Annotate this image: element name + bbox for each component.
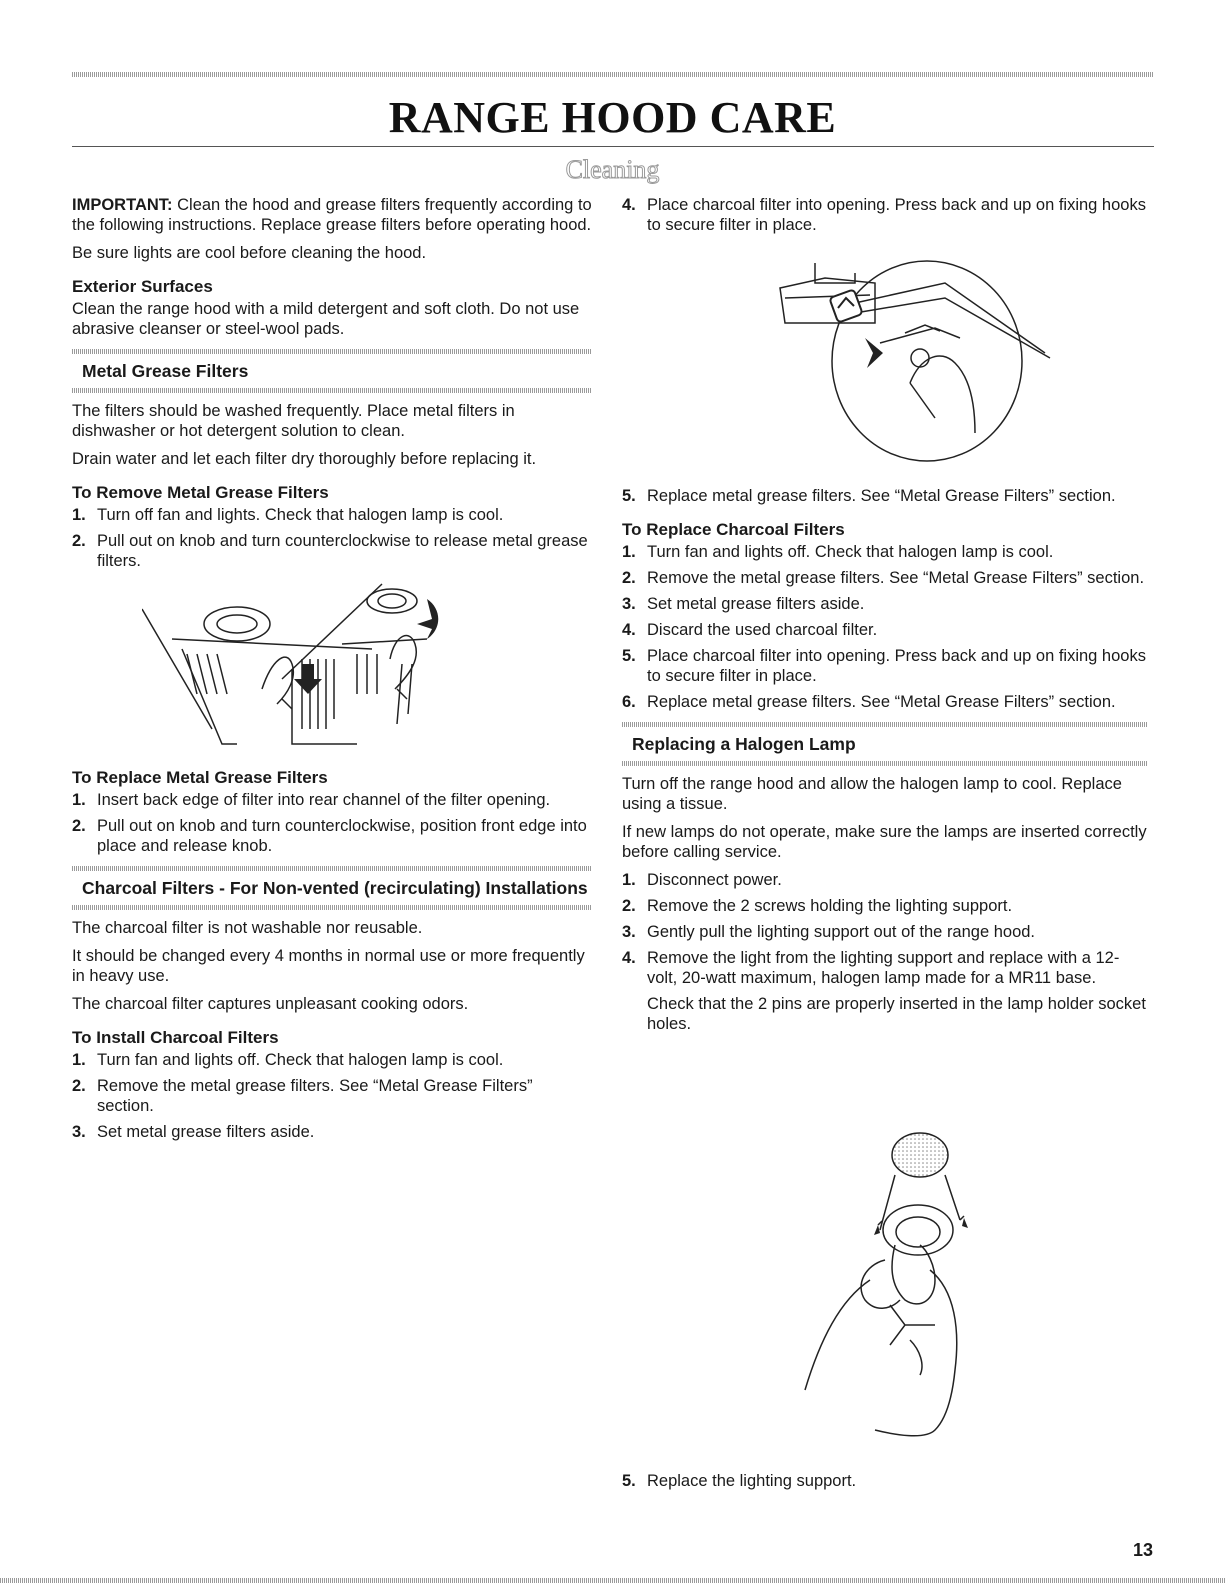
step-text: Gently pull the lighting support out of the range hood. [647,923,1036,941]
list-item [72,1050,592,1070]
left-column [72,195,592,1150]
metal-p1: The filters should be washed frequently. Place metal filters in dishwasher or hot detergent solution to clean. [72,402,515,440]
step-number: 2. [72,1077,86,1095]
step-number: 3. [622,595,636,613]
metal-p2: Drain water and let each filter dry thoroughly before replacing it. [72,450,537,468]
step-number: 2. [622,897,636,915]
replace-heading: To Replace Metal Grease Filters [72,768,328,787]
dotted-rule [622,722,1147,727]
halogen-lamp-illustration [790,1130,990,1440]
charcoal-p2: It should be changed every 4 months in normal use or more frequently in heavy use. [72,947,585,985]
step-text: Discard the used charcoal filter. [647,621,878,639]
halogen-steps [622,870,1147,1034]
step-number: 5. [622,1472,636,1490]
step-number: 1. [72,506,86,524]
charcoal-p3: The charcoal filter captures unpleasant cooking odors. [72,995,469,1013]
step-number: 4. [622,949,636,967]
step-text: Place charcoal filter into opening. Press back and up on fixing hooks to secure filter in place. [647,647,1146,685]
list-item [622,486,1147,506]
list-item [72,790,592,810]
step-number: 5. [622,487,636,505]
halogen-p2: If new lamps do not operate, make sure the lamps are inserted correctly before calling service. [622,823,1147,861]
install-heading: To Install Charcoal Filters [72,1028,279,1047]
step-text: Place charcoal filter into opening. Press back and up on fixing hooks to secure filter in place. [647,196,1146,234]
step-text: Remove the 2 screws holding the lighting support. [647,897,1013,915]
step-text: Turn fan and lights off. Check that halogen lamp is cool. [647,543,1054,561]
dotted-rule [622,761,1147,766]
remove-steps [72,505,592,571]
step-text: Replace metal grease filters. See “Metal Grease Filters” section. [647,693,1116,711]
step-number: 1. [72,791,86,809]
step-text: Pull out on knob and turn counterclockwise to release metal grease filters. [97,532,588,570]
charcoal-filters-header [72,866,592,910]
replace-charcoal-heading: To Replace Charcoal Filters [622,520,845,539]
halogen-step4-note: Check that the 2 pins are properly inserted in the lamp holder socket holes. [647,995,1146,1033]
charcoal-heading: Charcoal Filters - For Non-vented (recirculating) Installations [82,878,588,898]
grease-filter-removal-illustration [142,579,522,754]
replace-steps [72,790,592,856]
step-text: Replace metal grease filters. See “Metal Grease Filters” section. [647,487,1116,505]
step-number: 2. [72,817,86,835]
list-item [622,692,1147,712]
step-text: Remove the metal grease filters. See “Metal Grease Filters” section. [97,1077,533,1115]
list-item [72,505,592,525]
halogen-heading: Replacing a Halogen Lamp [632,734,856,754]
dotted-rule [72,905,592,910]
step-number: 2. [72,532,86,550]
metal-heading: Metal Grease Filters [82,361,249,381]
list-item [622,568,1147,588]
exterior-text: Clean the range hood with a mild detergent and soft cloth. Do not use abrasive cleanser or steel-wool pads. [72,300,580,338]
step-number: 1. [622,543,636,561]
page-number: 13 [1132,1540,1153,1560]
list-item [72,1122,592,1142]
list-item [622,646,1147,686]
step-number: 2. [622,569,636,587]
step-text: Set metal grease filters aside. [647,595,865,613]
list-item [72,816,592,856]
charcoal-p1: The charcoal filter is not washable nor reusable. [72,919,423,937]
step-text: Set metal grease filters aside. [97,1123,315,1141]
install-cont-steps [622,195,1147,235]
important-text: Clean the hood and grease filters frequently according to the following instructions. Replace grease filters before operating hood. [72,196,592,234]
step-number: 1. [72,1051,86,1069]
step-number: 6. [622,693,636,711]
list-item [622,195,1147,235]
lights-note: Be sure lights are cool before cleaning the hood. [72,244,427,262]
halogen-header [622,722,1147,766]
page-title: RANGE HOOD CARE [388,93,837,142]
dotted-rule [72,349,592,354]
step-number: 4. [622,196,636,214]
exterior-heading: Exterior Surfaces [72,277,213,296]
install-cont-step5 [622,486,1147,506]
install-steps [72,1050,592,1142]
remove-heading: To Remove Metal Grease Filters [72,483,329,502]
metal-filters-header [72,349,592,393]
list-item [72,531,592,571]
dotted-rule [72,388,592,393]
charcoal-filter-illustration [705,243,1065,478]
list-item [622,896,1147,916]
step-number: 4. [622,621,636,639]
bottom-dotted-rule [0,1578,1225,1583]
step-text: Insert back edge of filter into rear channel of the filter opening. [97,791,551,809]
step-text: Remove the light from the lighting support and replace with a 12-volt, 20-watt maximum, halogen lamp made for a MR11 base. [647,949,1120,987]
halogen-p1: Turn off the range hood and allow the halogen lamp to cool. Replace using a tissue. [622,775,1122,813]
list-item [622,870,1147,890]
list-item [622,1471,1147,1491]
dotted-rule [72,866,592,871]
step-text: Turn off fan and lights. Check that halogen lamp is cool. [97,506,504,524]
top-dotted-rule [72,72,1154,77]
step-text: Pull out on knob and turn counterclockwise, position front edge into place and release knob. [97,817,587,855]
list-item [622,948,1147,1034]
section-title: Cleaning [565,155,660,184]
title-underline [72,146,1154,147]
step-number: 3. [72,1123,86,1141]
step-number: 3. [622,923,636,941]
replace-charcoal-steps [622,542,1147,712]
step-text: Replace the lighting support. [647,1472,857,1490]
important-label: IMPORTANT: [72,196,173,214]
important-paragraph [72,195,592,235]
list-item [622,542,1147,562]
step-text: Remove the metal grease filters. See “Metal Grease Filters” section. [647,569,1145,587]
list-item [72,1076,592,1116]
halogen-step5 [622,1471,1147,1497]
step-text: Turn fan and lights off. Check that halogen lamp is cool. [97,1051,504,1069]
list-item [622,594,1147,614]
list-item [622,922,1147,942]
list-item [622,620,1147,640]
step-number: 5. [622,647,636,665]
step-number: 1. [622,871,636,889]
step-text: Disconnect power. [647,871,782,889]
right-column [622,195,1147,1042]
